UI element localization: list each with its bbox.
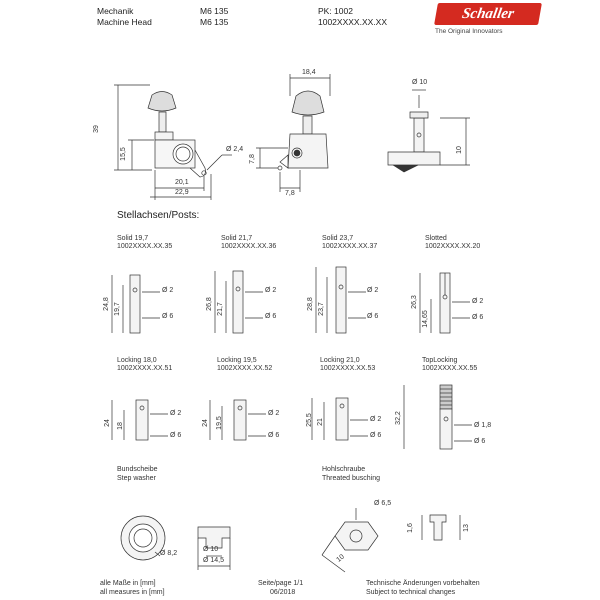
post-hole: Ø 2 [162, 287, 174, 294]
washer-d8-2: Ø 8,2 [160, 550, 178, 557]
brand-tagline: The Original Innovators [435, 28, 503, 35]
footer-date: 06/2018 [270, 589, 296, 596]
dim-22-9: 22,9 [175, 189, 189, 196]
footer-change-de: Technische Änderungen vorbehalten [366, 580, 480, 587]
footer-page: Seite/page 1/1 [258, 580, 304, 587]
post-dim-post: 21 [316, 418, 324, 426]
post-hole: Ø 2 [265, 287, 277, 294]
dim-d10-top: Ø 10 [412, 79, 428, 86]
post-hole: Ø 2 [170, 410, 182, 417]
dim-7-8-v: 7,8 [248, 154, 256, 164]
washer-d10: Ø 10 [203, 546, 219, 553]
post-diameter: Ø 6 [474, 438, 486, 445]
washer-label-en: Step washer [117, 475, 156, 482]
post-dim-total: 26,8 [205, 297, 213, 311]
post-dim-total: 24,8 [102, 297, 110, 311]
post-dim-total: 32,2 [394, 411, 402, 425]
post-hole: Ø 2 [367, 287, 379, 294]
post-dim-post: 23,7 [317, 302, 325, 316]
post-hole: Ø 2 [370, 416, 382, 423]
footer-measure-de: alle Maße in [mm] [100, 580, 156, 587]
post-dim-post: 19,7 [113, 302, 121, 316]
post-diameter: Ø 6 [367, 313, 379, 320]
post-code: 1002XXXX.XX.51 [117, 365, 173, 372]
post-diameter: Ø 6 [170, 432, 182, 439]
post-diameter: Ø 6 [265, 313, 277, 320]
dim-d2-4: Ø 2,4 [226, 146, 244, 153]
post-name: Locking 18,0 [117, 357, 157, 364]
post-name: Locking 19,5 [217, 357, 257, 364]
post-hole: Ø 2 [268, 410, 280, 417]
post-name: Slotted [425, 235, 447, 242]
post-code: 1002XXXX.XX.20 [425, 243, 481, 250]
post-name: Solid 19,7 [117, 235, 149, 242]
post-diameter: Ø 6 [472, 314, 484, 321]
post-hole: Ø 1,8 [474, 422, 492, 429]
post-name: Locking 21,0 [320, 357, 360, 364]
post-hole: Ø 2 [472, 298, 484, 305]
brand-logo: Schaller [434, 3, 542, 25]
post-code: 1002XXXX.XX.35 [117, 243, 173, 250]
bushing-d6-5: Ø 6,5 [374, 500, 392, 507]
dim-39: 39 [92, 125, 100, 133]
washer-label-de: Bundscheibe [117, 466, 158, 473]
post-dim-post: 19,5 [215, 416, 223, 430]
post-code: 1002XXXX.XX.53 [320, 365, 376, 372]
post-dim-total: 24 [103, 419, 111, 427]
post-dim-total: 26,3 [410, 295, 418, 309]
post-code: 1002XXXX.XX.37 [322, 243, 378, 250]
header-label-en: Machine Head [97, 17, 152, 27]
bushing-d10: 10 [335, 553, 346, 564]
footer-change-en: Subject to technical changes [366, 589, 456, 596]
bushing-label-en: Threated busching [322, 475, 380, 482]
post-dim-total: 24 [201, 419, 209, 427]
footer-measure-en: all measures in [mm] [100, 589, 165, 596]
post-code: 1002XXXX.XX.55 [422, 365, 478, 372]
bushing-d1-6: 1,6 [406, 523, 414, 533]
post-dim-post: 18 [116, 422, 124, 430]
post-diameter: Ø 6 [162, 313, 174, 320]
dim-20-1: 20,1 [175, 179, 189, 186]
header-model-2: M6 135 [200, 17, 229, 27]
bushing-label-de: Hohlschraube [322, 466, 366, 473]
dim-7-8-h: 7,8 [285, 190, 295, 197]
header-label-de: Mechanik [97, 6, 134, 16]
post-diameter: Ø 6 [370, 432, 382, 439]
bushing-d13: 13 [462, 524, 470, 532]
dim-15-5: 15,5 [119, 147, 127, 161]
post-dim-total: 28,8 [306, 297, 314, 311]
post-name: Solid 23,7 [322, 235, 354, 242]
post-name: TopLocking [422, 357, 458, 364]
post-name: Solid 21,7 [221, 235, 253, 242]
post-diameter: Ø 6 [268, 432, 280, 439]
dim-18-4: 18,4 [302, 69, 316, 76]
post-dim-total: 25,5 [305, 413, 313, 427]
washer-d14-5: Ø 14,5 [203, 557, 225, 564]
header-pk: PK: 1002 [318, 6, 353, 16]
section-title: Stellachsen/Posts: [117, 210, 200, 221]
post-code: 1002XXXX.XX.36 [221, 243, 277, 250]
post-dim-post: 14,65 [421, 310, 429, 328]
header-pk-code: 1002XXXX.XX.XX [318, 17, 387, 27]
post-code: 1002XXXX.XX.52 [217, 365, 273, 372]
post-dim-post: 21,7 [216, 302, 224, 316]
dim-10-side: 10 [455, 146, 463, 154]
header-model-1: M6 135 [200, 6, 229, 16]
